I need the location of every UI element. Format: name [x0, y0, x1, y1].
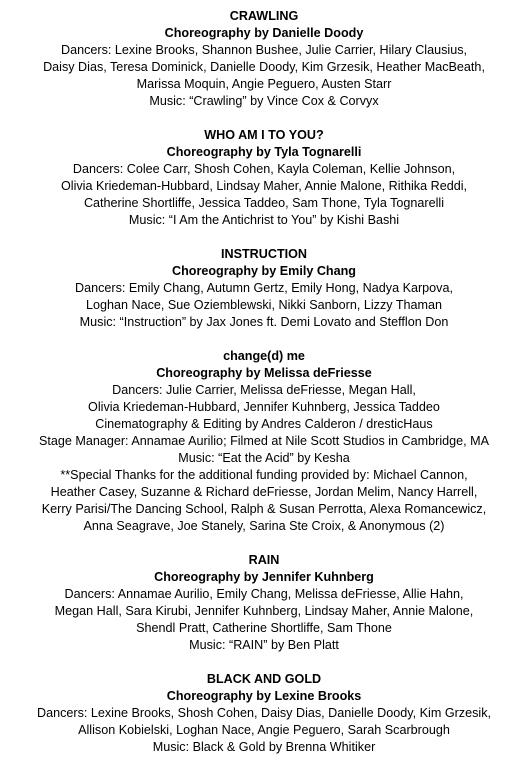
music-credit: Music: “Eat the Acid” by Kesha: [178, 451, 350, 465]
dancers-line: Dancers: Lexine Brooks, Shosh Cohen, Daisy Dias, Danielle Doody, Kim Grzesik,: [36, 706, 492, 720]
dancers-line: Olivia Kriedeman-Hubbard, Jennifer Kuhnberg, Jessica Taddeo: [88, 400, 440, 414]
piece-instruction: [0, 246, 528, 331]
dancers-line: Daisy Dias, Teresa Dominick, Danielle Doody, Kim Grzesik, Heather MacBeath,: [43, 60, 485, 74]
choreographer: Choreography by Emily Chang: [171, 264, 357, 278]
dancers-line: Allison Kobielski, Loghan Nace, Angie Peguero, Sarah Scarbrough: [78, 723, 450, 737]
piece-rain: [0, 552, 528, 654]
dancers-line: Dancers: Julie Carrier, Melissa deFriesse, Megan Hall,: [112, 383, 416, 397]
special-thanks-line: Heather Casey, Suzanne & Richard deFriesse, Jordan Melim, Nancy Harrell,: [50, 485, 478, 499]
choreographer: Choreography by Lexine Brooks: [166, 689, 362, 703]
dancers-line: Shendl Pratt, Catherine Shortliffe, Sam Thone: [136, 621, 392, 635]
music-credit: Music: Black & Gold by Brenna Whitiker: [152, 740, 376, 754]
music-credit: Music: “I Am the Antichrist to You” by Kishi Bashi: [128, 213, 400, 227]
piece-title: INSTRUCTION: [220, 247, 308, 261]
piece-title: WHO AM I TO YOU?: [204, 128, 324, 142]
dancers-line: Dancers: Emily Chang, Autumn Gertz, Emily Hong, Nadya Karpova,: [75, 281, 453, 295]
music-credit: Music: “RAIN” by Ben Platt: [189, 638, 339, 652]
piece-black-and-gold: [0, 671, 528, 756]
special-thanks-line: **Special Thanks for the additional funding provided by: Michael Cannon,: [60, 468, 468, 482]
dancers-line: Loghan Nace, Sue Oziemblewski, Nikki Sanborn, Lizzy Thaman: [85, 298, 443, 312]
dancers-line: Dancers: Lexine Brooks, Shannon Bushee, Julie Carrier, Hilary Clausius,: [61, 43, 467, 57]
cinematography-credit: Cinematography & Editing by Andres Calderon / dresticHaus: [95, 417, 433, 431]
dancers-line: Olivia Kriedeman-Hubbard, Lindsay Maher, Annie Malone, Rithika Reddi,: [60, 179, 467, 193]
music-credit: Music: “Instruction” by Jax Jones ft. Demi Lovato and Stefflon Don: [79, 315, 449, 329]
choreographer: Choreography by Melissa deFriesse: [156, 366, 372, 380]
special-thanks-line: Anna Seagrave, Joe Stanely, Sarina Ste Croix, & Anonymous (2): [83, 519, 445, 533]
piece-title: change(d) me: [223, 349, 305, 363]
music-credit: Music: “Crawling” by Vince Cox & Corvyx: [149, 94, 379, 108]
piece-title: CRAWLING: [229, 9, 299, 23]
choreographer: Choreography by Jennifer Kuhnberg: [154, 570, 374, 584]
piece-title: RAIN: [248, 553, 280, 567]
stage-manager-credit: Stage Manager: Annamae Aurilio; Filmed at Nile Scott Studios in Cambridge, MA: [38, 434, 490, 448]
dancers-line: Dancers: Colee Carr, Shosh Cohen, Kayla Coleman, Kellie Johnson,: [72, 162, 456, 176]
piece-changed-me: [0, 348, 528, 535]
special-thanks-line: Kerry Parisi/The Dancing School, Ralph & Susan Perrotta, Alexa Romancewicz,: [41, 502, 487, 516]
piece-title: BLACK AND GOLD: [206, 672, 322, 686]
choreographer: Choreography by Danielle Doody: [164, 26, 364, 40]
piece-who-am-i-to-you: [0, 127, 528, 229]
dancers-line: Catherine Shortliffe, Jessica Taddeo, Sam Thone, Tyla Tognarelli: [83, 196, 445, 210]
dancers-line: Marissa Moquin, Angie Peguero, Austen Starr: [136, 77, 392, 91]
dancers-line: Dancers: Annamae Aurilio, Emily Chang, Melissa deFriesse, Allie Hahn,: [64, 587, 464, 601]
dancers-line: Megan Hall, Sara Kirubi, Jennifer Kuhnberg, Lindsay Maher, Annie Malone,: [54, 604, 474, 618]
piece-crawling: [0, 8, 528, 110]
choreographer: Choreography by Tyla Tognarelli: [166, 145, 362, 159]
